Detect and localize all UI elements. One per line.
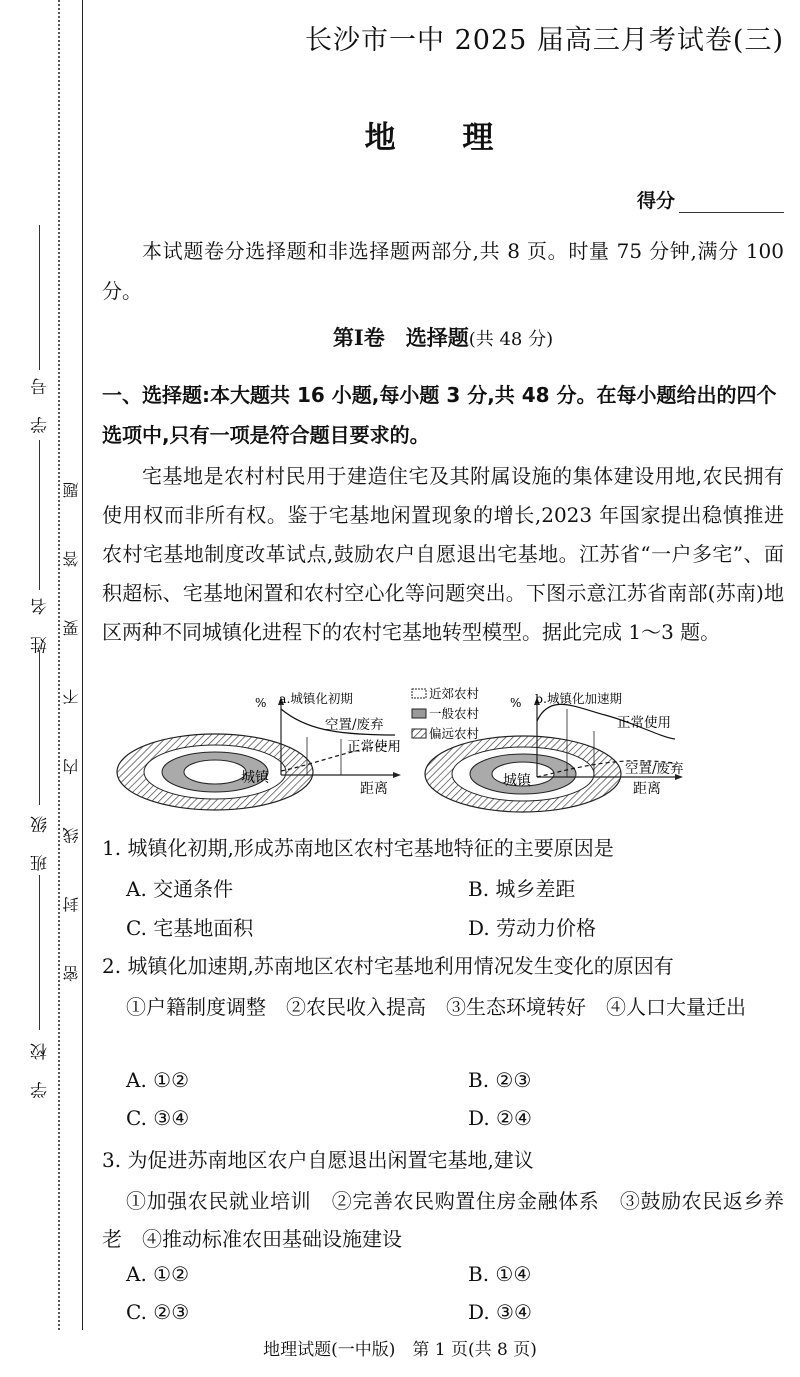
question-2-items: ①户籍制度调整 ②农民收入提高 ③生态环境转好 ④人口大量迁出: [126, 995, 746, 1019]
exam-title: 长沙市一中 2025 届高三月考试卷(三): [305, 25, 784, 56]
q2-option-b[interactable]: B. ②③: [468, 1068, 532, 1092]
normal-label-b: 正常使用: [617, 715, 671, 731]
part-instructions: 一、选择题:本大题共 16 小题,每小题 3 分,共 48 分。在每小题给出的四个选项中,只有一项是符合题目要求的。: [102, 383, 777, 447]
legend-suburb: 近郊农村: [429, 686, 480, 701]
section-title-text: 第Ⅰ卷 选择题: [332, 325, 469, 350]
diagram-b-title: b.城镇化加速期: [535, 691, 622, 706]
town-label-a: 城镇: [241, 770, 269, 786]
name-label: 姓 名: [31, 590, 51, 654]
q1-option-a[interactable]: A. 交通条件: [126, 877, 234, 901]
class-underline: [39, 650, 40, 805]
y-unit-a: %: [255, 696, 267, 710]
normal-label-a: 正常使用: [347, 739, 401, 755]
q3-option-c[interactable]: C. ②③: [126, 1300, 190, 1324]
legend-swatch-suburb: [412, 689, 426, 698]
homestead-transition-figure: [105, 685, 690, 815]
score-field[interactable]: [637, 186, 784, 213]
q3-option-a[interactable]: A. ①②: [126, 1262, 190, 1286]
idle-label-b: 空置/废弃: [625, 761, 684, 777]
question-1-stem: 1. 城镇化初期,形成苏南地区农村宅基地特征的主要原因是: [102, 836, 614, 860]
figure-svg: [105, 685, 690, 815]
seal-line-notice: 密 封 线 内 不 要 答 题: [62, 458, 81, 982]
town-label-b: 城镇: [503, 773, 531, 789]
student-id-label: 学 号: [31, 370, 51, 434]
section-score-note: (共 48 分): [468, 329, 554, 350]
q2-option-a[interactable]: A. ①②: [126, 1068, 190, 1092]
school-label: 学 校: [31, 1035, 51, 1099]
question-2-stem: 2. 城镇化加速期,苏南地区农村宅基地利用情况发生变化的原因有: [102, 954, 674, 978]
q2-option-d[interactable]: D. ②④: [468, 1106, 532, 1130]
distance-label-a: 距离: [360, 781, 388, 797]
score-blank[interactable]: [679, 194, 784, 213]
legend-remote: 偏远农村: [429, 726, 480, 741]
legend-swatch-general: [412, 709, 426, 718]
subject-title: 地 理: [364, 120, 522, 156]
q3-option-b[interactable]: B. ①④: [468, 1262, 532, 1286]
legend-swatch-remote: [412, 729, 426, 738]
q3-option-d[interactable]: D. ③④: [468, 1300, 532, 1324]
class-label: 班 级: [31, 808, 51, 872]
reading-material: 宅基地是农村村民用于建造住宅及其附属设施的集体建设用地,农民拥有使用权而非所有权。鉴于宅基地闲置现象的增长,2023 年国家提出稳慎推进农村宅基地制度改革试点,鼓励农户自愿退出宅基地。江苏省“一户多宅”、面积超标、宅基地闲置和农村空心化等问题突出。下图示意江苏省南部(苏南)地区两种不同城镇化进程下的农村宅基地转型模型。据此完成 1～3 题。: [102, 464, 784, 644]
diagram-a-title: a.城镇化初期: [279, 691, 353, 706]
exam-intro: 本试题卷分选择题和非选择题两部分,共 8 页。时量 75 分钟,满分 100 分。: [102, 239, 784, 303]
q1-option-d[interactable]: D. 劳动力价格: [468, 916, 597, 940]
student-id-underline: [39, 225, 40, 370]
idle-label-a: 空置/废弃: [325, 717, 384, 733]
q1-option-c[interactable]: C. 宅基地面积: [126, 916, 254, 940]
school-underline: [39, 875, 40, 1030]
q1-option-b[interactable]: B. 城乡差距: [468, 877, 576, 901]
legend: [412, 686, 480, 741]
section-title: [102, 322, 784, 352]
y-unit-b: %: [510, 696, 522, 710]
name-underline: [39, 440, 40, 590]
question-3-items: ①加强农民就业培训 ②完善农民购置住房金融体系 ③鼓励农民返乡养老 ④推动标准农田基础设施建设: [102, 1189, 784, 1251]
q2-option-c[interactable]: C. ③④: [126, 1106, 190, 1130]
distance-label-b: 距离: [633, 781, 661, 797]
page-footer: 地理试题(一中版) 第 1 页(共 8 页): [263, 1340, 537, 1360]
question-3-stem: 3. 为促进苏南地区农户自愿退出闲置宅基地,建议: [102, 1148, 534, 1172]
score-label: 得分: [636, 190, 675, 212]
diagram-a: [117, 691, 401, 810]
legend-general: 一般农村: [429, 706, 480, 721]
town-core-a: [184, 760, 246, 784]
